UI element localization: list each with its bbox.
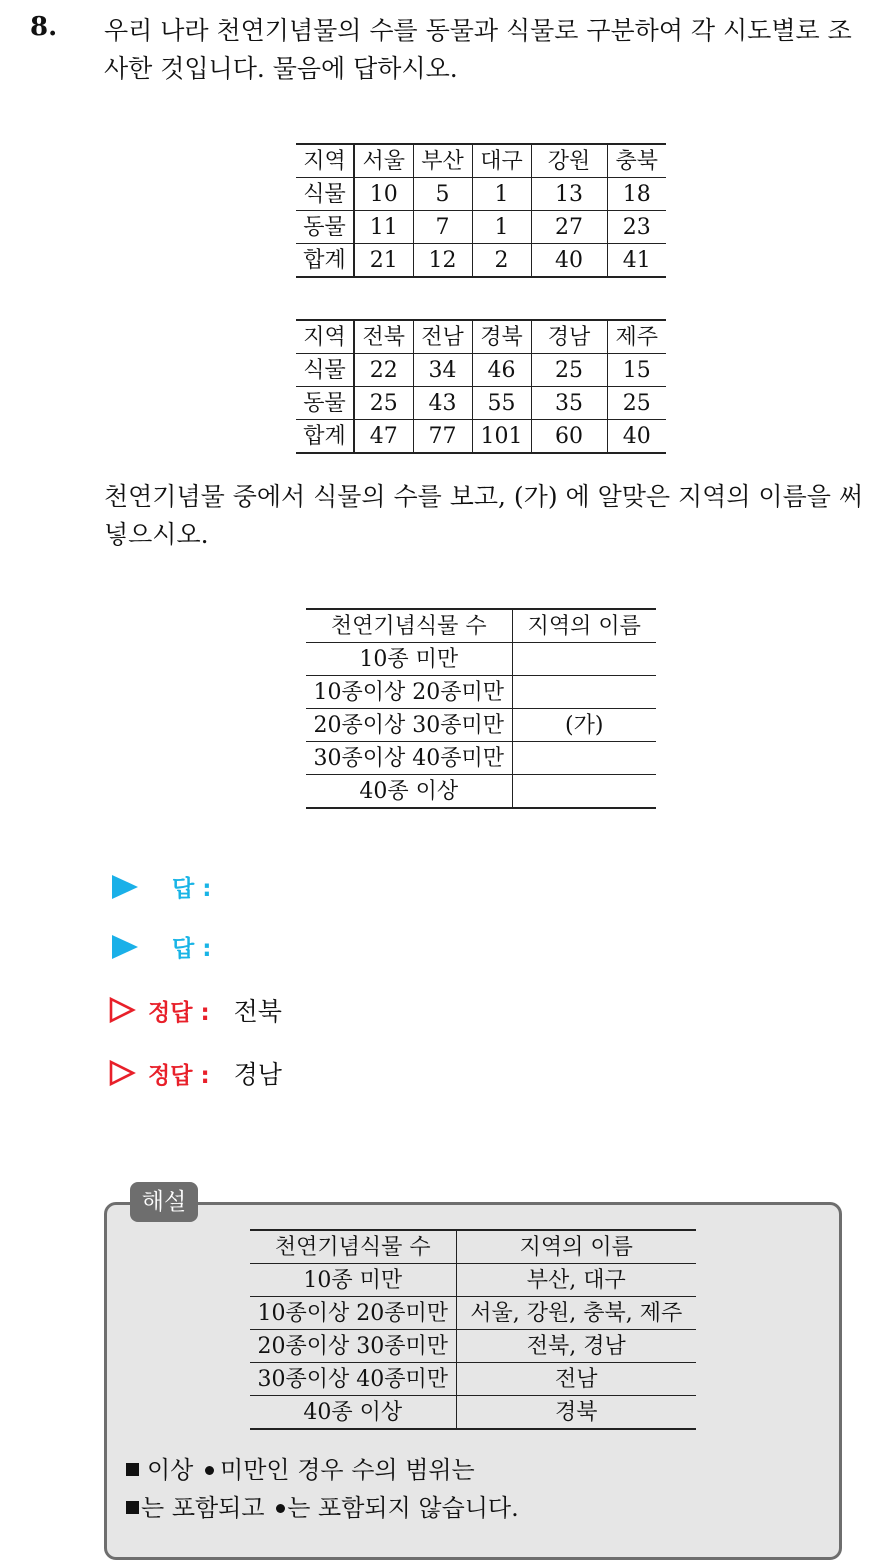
table-cell: 7 (413, 211, 472, 244)
table-cell: 40 (607, 420, 666, 454)
table-cell: 1 (472, 178, 531, 211)
filled-dot-icon (276, 1504, 285, 1513)
table-row (306, 775, 656, 809)
outline-triangle-icon (108, 996, 136, 1024)
table-cell: 천연기념식물 수 (306, 609, 512, 643)
classification-table (306, 608, 656, 809)
table-cell: 23 (607, 211, 666, 244)
table-cell (512, 676, 656, 709)
table-cell: 10 (354, 178, 413, 211)
table-row (296, 144, 666, 178)
table-cell: 대구 (472, 144, 531, 178)
table-cell: 합계 (296, 420, 354, 454)
table-row (296, 354, 666, 387)
correct-answer-row-1 (108, 992, 282, 1028)
question-text: 우리 나라 천연기념물의 수를 동물과 식물로 구분하여 각 시도별로 조사한 것입니다. 물음에 답하시오. (104, 16, 852, 83)
sub-question-text: 천연기념물 중에서 식물의 수를 보고, (가) 에 알맞은 지역의 이름을 써 넣으시오. (104, 482, 863, 549)
table-cell: 천연기념식물 수 (250, 1230, 456, 1264)
table-cell: 10종 미만 (306, 643, 512, 676)
data-table-2 (296, 319, 666, 454)
table-cell: 20종이상 30종미만 (306, 709, 512, 742)
table-cell: 25 (531, 354, 607, 387)
table-cell: 25 (354, 387, 413, 420)
table-cell (512, 643, 656, 676)
table-cell: 충북 (607, 144, 666, 178)
table-cell: 18 (607, 178, 666, 211)
table-cell: 35 (531, 387, 607, 420)
table-row (250, 1297, 696, 1330)
table-cell: 60 (531, 420, 607, 454)
table-row (306, 643, 656, 676)
table-row (296, 211, 666, 244)
table-cell: 동물 (296, 211, 354, 244)
table-cell: 30종이상 40종미만 (306, 742, 512, 775)
filled-square-icon (126, 1463, 139, 1476)
correct-answer-row-2 (108, 1055, 282, 1091)
question-number: 8. (30, 12, 58, 42)
table-cell: 40 (531, 244, 607, 278)
explanation-tag: 해설 (130, 1182, 198, 1222)
table-cell: 경북 (472, 320, 531, 354)
correct-answer-value: 경남 (233, 1060, 282, 1089)
table-cell: 22 (354, 354, 413, 387)
table-cell: 전남 (456, 1363, 696, 1396)
table-cell: 47 (354, 420, 413, 454)
table-cell: 21 (354, 244, 413, 278)
explanation-note-1 (126, 1453, 475, 1487)
table-cell: 경남 (531, 320, 607, 354)
table-cell: 지역의 이름 (512, 609, 656, 643)
filled-square-icon (126, 1501, 139, 1514)
table-cell: 식물 (296, 178, 354, 211)
table-row (296, 420, 666, 454)
table-cell: 40종 이상 (306, 775, 512, 809)
data-table-1 (296, 143, 666, 278)
correct-answer-label: 정답 : (148, 1062, 210, 1089)
table-cell: 10종이상 20종미만 (250, 1297, 456, 1330)
table-cell: 부산 (413, 144, 472, 178)
table-row (306, 742, 656, 775)
table-cell: 13 (531, 178, 607, 211)
table-row (250, 1264, 696, 1297)
table-cell: 전북, 경남 (456, 1330, 696, 1363)
table-row (306, 609, 656, 643)
note-text: 는 포함되고 (141, 1494, 265, 1522)
note-text: 미만인 경우 수의 범위는 (220, 1456, 475, 1484)
answer-row-1 (108, 870, 211, 903)
table-cell: 40종 이상 (250, 1396, 456, 1430)
play-triangle-icon (112, 875, 138, 899)
table-cell: 5 (413, 178, 472, 211)
table-cell: 지역 (296, 320, 354, 354)
play-triangle-icon (112, 935, 138, 959)
correct-answer-label: 정답 : (148, 999, 210, 1026)
table-cell: 경북 (456, 1396, 696, 1430)
table-row (296, 320, 666, 354)
table-cell: 지역의 이름 (456, 1230, 696, 1264)
table-cell: 2 (472, 244, 531, 278)
table-cell: 101 (472, 420, 531, 454)
table-cell (512, 742, 656, 775)
table-cell: 동물 (296, 387, 354, 420)
table-cell: 30종이상 40종미만 (250, 1363, 456, 1396)
table-cell: 전남 (413, 320, 472, 354)
table-cell: 12 (413, 244, 472, 278)
correct-answer-value: 전북 (233, 997, 282, 1026)
table-row (250, 1396, 696, 1430)
answer-row-2 (108, 930, 211, 963)
table-cell: 34 (413, 354, 472, 387)
note-text: 는 포함되지 않습니다. (287, 1494, 519, 1522)
table-cell: 25 (607, 387, 666, 420)
table-cell (512, 775, 656, 809)
table-cell: 11 (354, 211, 413, 244)
table-cell: 제주 (607, 320, 666, 354)
outline-triangle-icon (108, 1059, 136, 1087)
table-cell: 서울, 강원, 충북, 제주 (456, 1297, 696, 1330)
table-cell: 41 (607, 244, 666, 278)
table-cell: 지역 (296, 144, 354, 178)
note-text: 이상 (147, 1456, 194, 1484)
table-cell: 서울 (354, 144, 413, 178)
table-cell: 43 (413, 387, 472, 420)
table-row (296, 387, 666, 420)
table-cell: 27 (531, 211, 607, 244)
table-cell: 55 (472, 387, 531, 420)
explanation-note-2 (126, 1491, 519, 1525)
table-row (306, 676, 656, 709)
explanation-table (250, 1229, 696, 1430)
table-cell: 1 (472, 211, 531, 244)
table-row (250, 1330, 696, 1363)
table-cell: 부산, 대구 (456, 1264, 696, 1297)
filled-dot-icon (205, 1466, 214, 1475)
answer-label: 답 : (172, 876, 212, 902)
table-cell: 15 (607, 354, 666, 387)
table-row (250, 1230, 696, 1264)
table-row (250, 1363, 696, 1396)
table-cell: 46 (472, 354, 531, 387)
table-cell: 전북 (354, 320, 413, 354)
table-cell: 20종이상 30종미만 (250, 1330, 456, 1363)
table-cell: 식물 (296, 354, 354, 387)
answer-label: 답 : (172, 936, 212, 962)
table-row (306, 709, 656, 742)
table-cell: 10종 미만 (250, 1264, 456, 1297)
table-cell: 합계 (296, 244, 354, 278)
table-row (296, 244, 666, 278)
table-cell: 10종이상 20종미만 (306, 676, 512, 709)
table-cell: (가) (512, 709, 656, 742)
table-cell: 강원 (531, 144, 607, 178)
table-cell: 77 (413, 420, 472, 454)
table-row (296, 178, 666, 211)
